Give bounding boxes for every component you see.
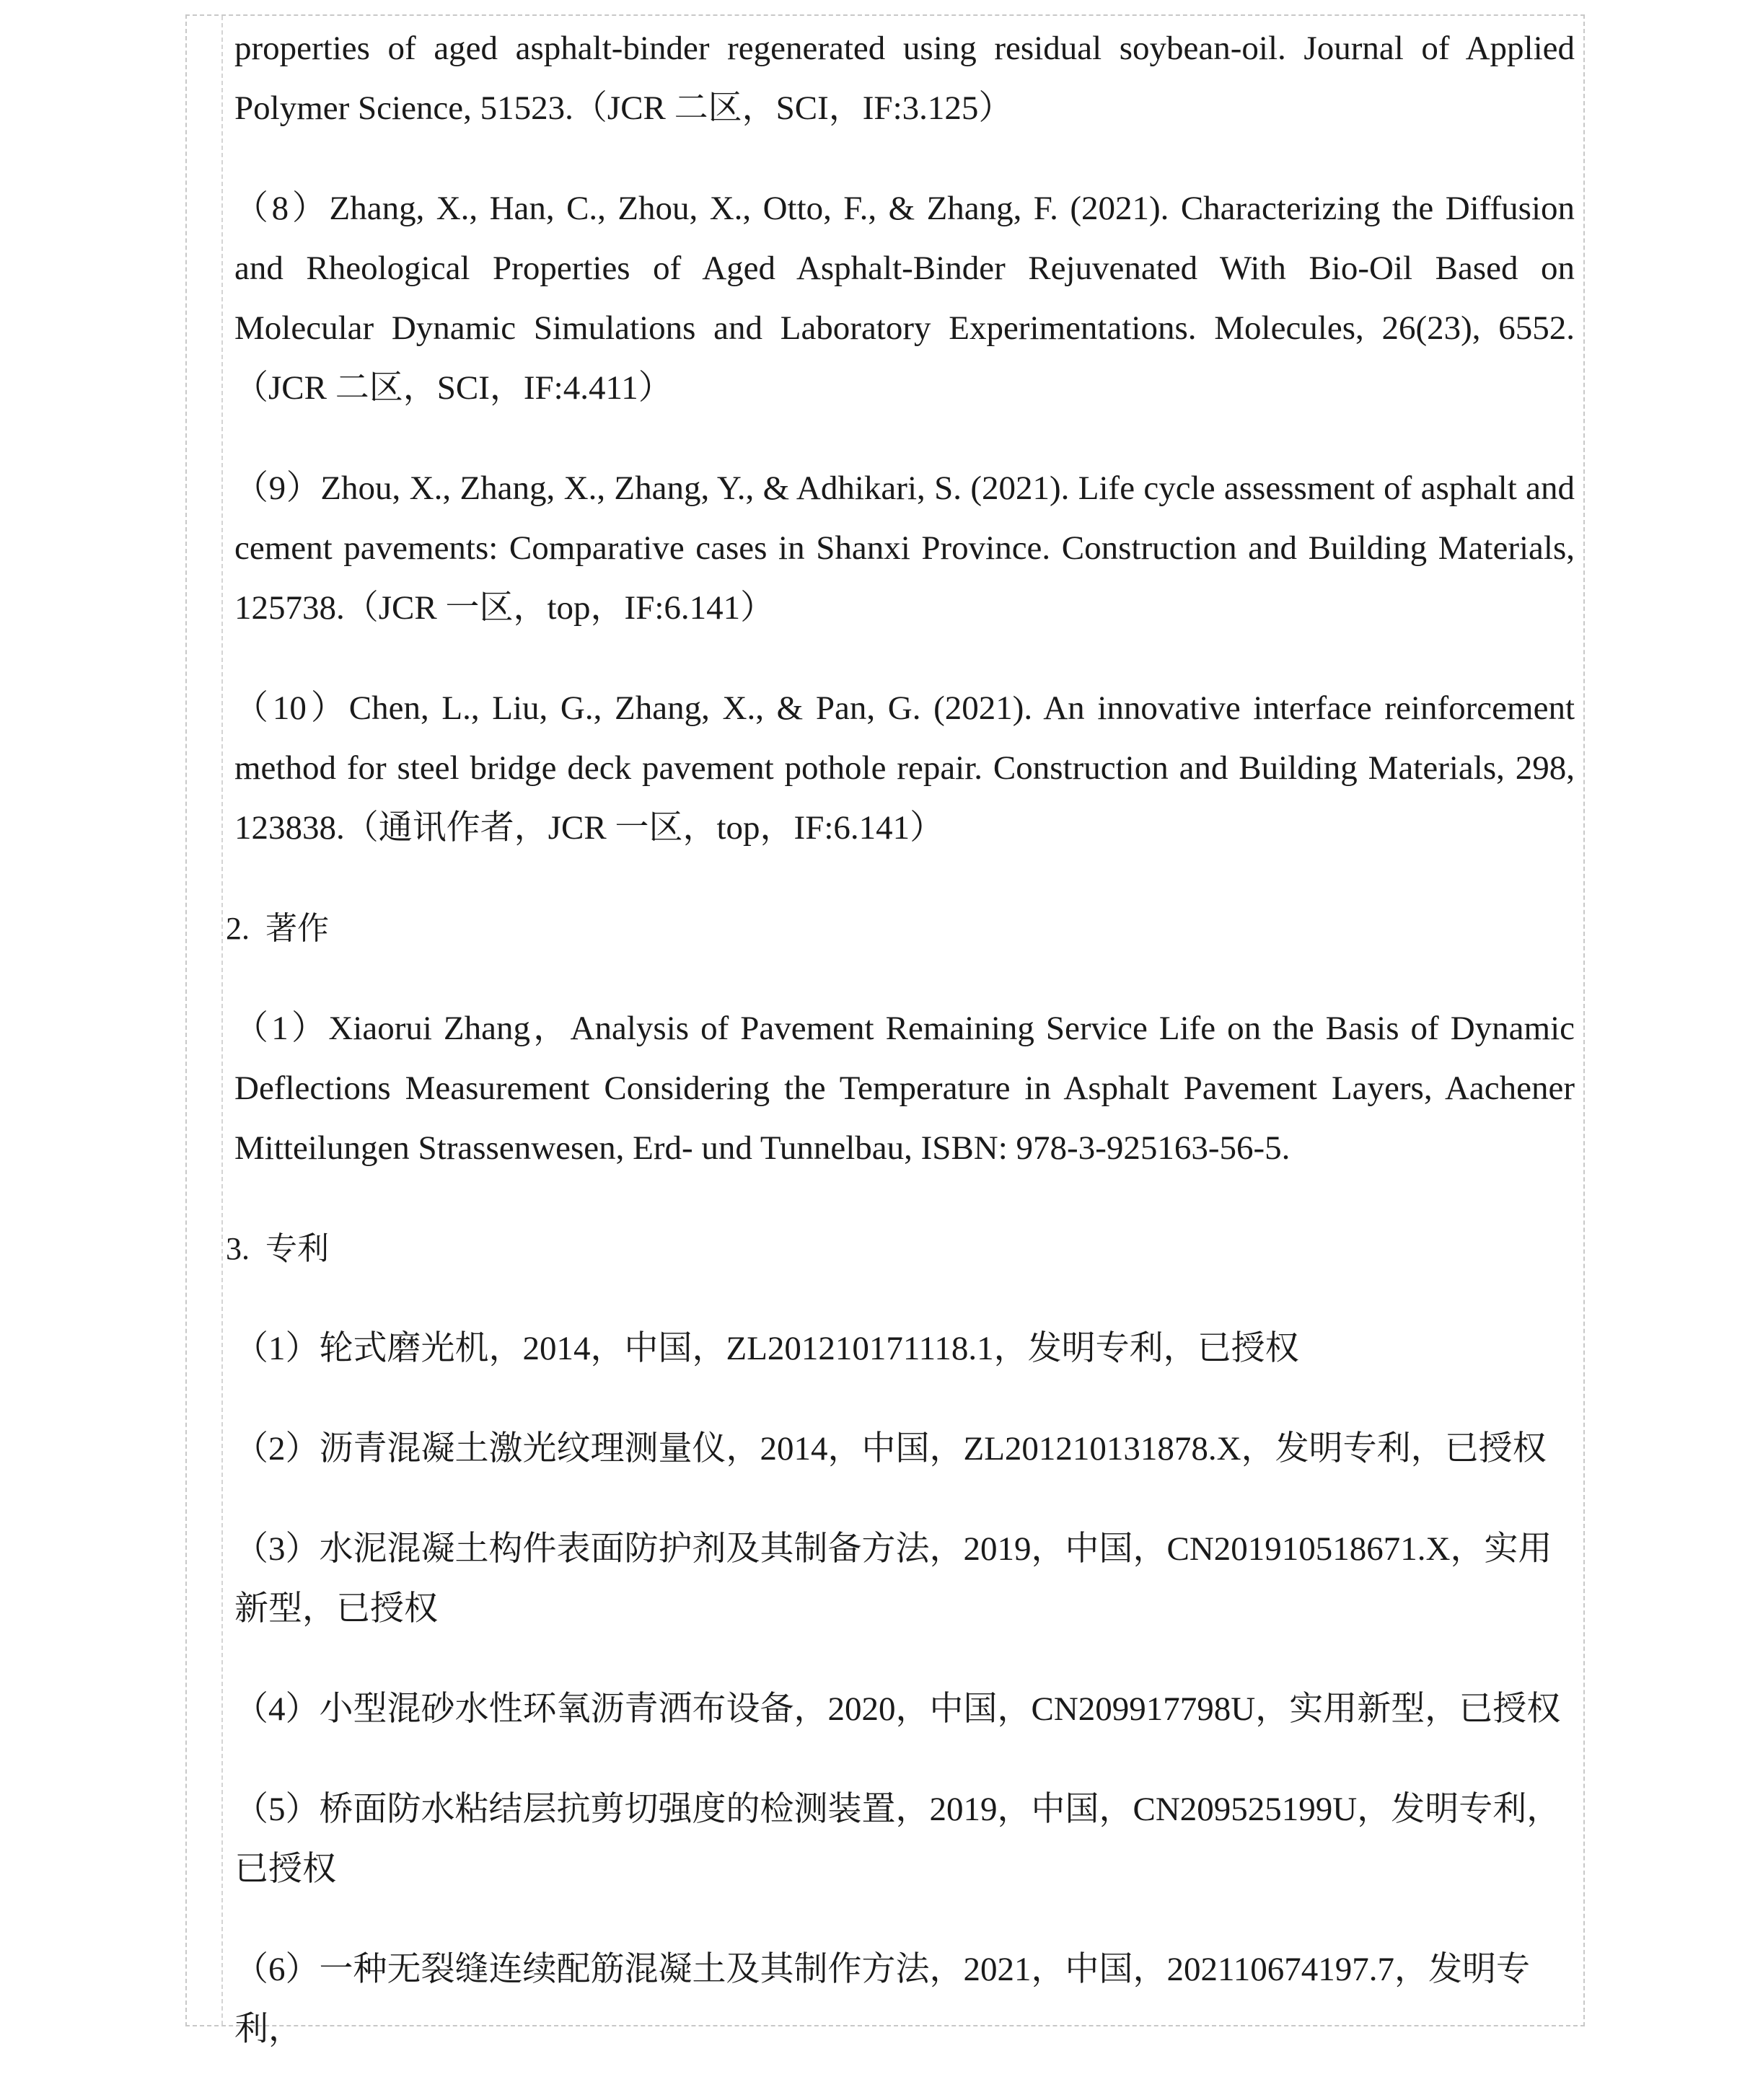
- patent-entry: （5）桥面防水粘结层抗剪切强度的检测装置，2019，中国，CN209525199U，发明专利，已授权: [234, 1791, 1561, 1888]
- patent-entry: （4）小型混砂水性环氧沥青洒布设备，2020，中国，CN209917798U，实用新型，已授权: [234, 1690, 1561, 1728]
- reference-entry: （8）Zhang, X., Han, C., Zhou, X., Otto, F., & Zhang, F. (2021). Characterizing the Diffusion and Rheological Properties of Aged Asphalt-Binder Rejuvenated With Bio-Oil Based on Molecular Dynamic Simulations and Laboratory Experimentations. Molecules, 26(23), 6552.（JCR 二区，SCI，IF:4.411）: [234, 190, 1575, 407]
- patent-entry: （2）沥青混凝土激光纹理测量仪，2014，中国，ZL201210131878.X，发明专利，已授权: [234, 1430, 1547, 1468]
- section-title: 著作: [265, 910, 329, 947]
- patent-entry: （6）一种无裂缝连续配筋混凝土及其制作方法，2021，中国，202110674197.7，发明专利，: [234, 1951, 1531, 2048]
- section-title: 专利: [265, 1230, 329, 1267]
- section-heading-books: [226, 899, 1575, 958]
- reference-entry: （9）Zhou, X., Zhang, X., Zhang, Y., & Adhikari, S. (2021). Life cycle assessment of asphalt and cement pavements: Comparative cases in Shanxi Province. Construction and Building Materials, 125738.（JCR 一区，top，IF:6.141）: [234, 469, 1575, 627]
- section-heading-patents: [226, 1219, 1575, 1279]
- patent-entry: （3）水泥混凝土构件表面防护剂及其制备方法，2019，中国，CN201910518671.X，实用新型，已授权: [234, 1530, 1552, 1628]
- patent-entry: （1）轮式磨光机，2014，中国，ZL201210171118.1，发明专利，已授权: [234, 1330, 1299, 1367]
- reference-entry: （10）Chen, L., Liu, G., Zhang, X., & Pan, G. (2021). An innovative interface reinforcement method for steel bridge deck pavement pothole repair. Construction and Building Materials, 298, 123838.（通讯作者，JCR 一区，top，IF:6.141）: [234, 689, 1575, 847]
- section-number: 2.: [226, 911, 250, 946]
- section-number: 3.: [226, 1231, 250, 1266]
- document-content: [226, 19, 1575, 2100]
- reference-entry: properties of aged asphalt-binder regenerated using residual soybean-oil. Journal of Applied Polymer Science, 51523.（JCR 二区，SCI，IF:3.125）: [234, 30, 1575, 127]
- book-entry: （1）Xiaorui Zhang，Analysis of Pavement Remaining Service Life on the Basis of Dynamic Deflections Measurement Considering the Temperature in Asphalt Pavement Layers, Aachener Mitteilungen Strassenwesen, Erd- und Tunnelbau, ISBN: 978-3-925163-56-5.: [234, 1010, 1575, 1167]
- frame-inner-border: [221, 16, 223, 2025]
